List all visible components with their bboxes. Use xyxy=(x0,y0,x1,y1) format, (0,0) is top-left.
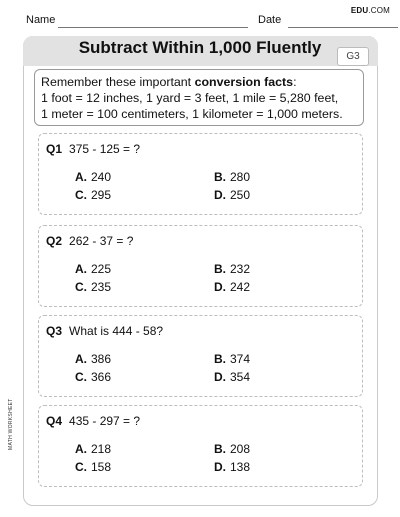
question-text: 375 - 125 = ? xyxy=(69,142,141,156)
option-c[interactable] xyxy=(75,370,111,384)
question-text: 262 - 37 = ? xyxy=(69,234,134,248)
option-letter: A. xyxy=(75,170,87,184)
brand-com: .COM xyxy=(368,6,390,15)
option-c[interactable] xyxy=(75,280,111,294)
option-letter: B. xyxy=(214,442,226,456)
option-d[interactable] xyxy=(214,370,250,384)
question-card-2 xyxy=(38,225,363,307)
facts-line-3: 1 meter = 100 centimeters, 1 kilometer = 1,000 meters. xyxy=(41,107,343,121)
date-label: Date xyxy=(258,14,282,26)
option-d[interactable] xyxy=(214,280,250,294)
option-value: 208 xyxy=(230,442,251,456)
option-d[interactable] xyxy=(214,188,250,202)
question-card-1 xyxy=(38,133,363,215)
option-letter: A. xyxy=(75,352,87,366)
grade-badge: G3 xyxy=(337,47,369,66)
name-label: Name xyxy=(26,14,56,26)
option-value: 235 xyxy=(91,280,112,294)
facts-lead: Remember these important xyxy=(41,75,195,89)
option-letter: D. xyxy=(214,188,226,202)
question-text: What is 444 - 58? xyxy=(69,324,164,338)
option-value: 225 xyxy=(91,262,112,276)
option-letter: D. xyxy=(214,280,226,294)
option-letter: D. xyxy=(214,460,226,474)
option-letter: C. xyxy=(75,188,87,202)
option-a[interactable] xyxy=(75,442,111,456)
option-value: 242 xyxy=(230,280,251,294)
option-letter: B. xyxy=(214,352,226,366)
name-line[interactable] xyxy=(58,27,248,28)
option-letter: C. xyxy=(75,370,87,384)
question-text: 435 - 297 = ? xyxy=(69,414,141,428)
option-value: 250 xyxy=(230,188,251,202)
question-header xyxy=(46,234,133,248)
option-letter: C. xyxy=(75,280,87,294)
question-card-3 xyxy=(38,315,363,397)
option-value: 240 xyxy=(91,170,112,184)
conversion-facts-box xyxy=(34,69,364,126)
option-b[interactable] xyxy=(214,262,250,276)
option-value: 366 xyxy=(91,370,112,384)
option-b[interactable] xyxy=(214,352,250,366)
question-card-4 xyxy=(38,405,363,487)
option-value: 138 xyxy=(230,460,251,474)
question-header xyxy=(46,324,163,338)
option-letter: D. xyxy=(214,370,226,384)
option-value: 218 xyxy=(91,442,112,456)
date-line[interactable] xyxy=(288,27,398,28)
option-a[interactable] xyxy=(75,262,111,276)
option-letter: A. xyxy=(75,442,87,456)
option-value: 232 xyxy=(230,262,251,276)
option-value: 354 xyxy=(230,370,251,384)
option-letter: C. xyxy=(75,460,87,474)
question-number: Q4 xyxy=(46,414,63,428)
option-b[interactable] xyxy=(214,442,250,456)
option-letter: B. xyxy=(214,262,226,276)
option-value: 295 xyxy=(91,188,112,202)
facts-bold: conversion facts xyxy=(194,75,294,89)
facts-colon: : xyxy=(293,75,297,89)
option-letter: B. xyxy=(214,170,226,184)
question-header xyxy=(46,142,140,156)
question-header xyxy=(46,414,140,428)
option-d[interactable] xyxy=(214,460,250,474)
option-value: 280 xyxy=(230,170,251,184)
option-letter: A. xyxy=(75,262,87,276)
option-value: 374 xyxy=(230,352,251,366)
option-c[interactable] xyxy=(75,188,111,202)
option-value: 386 xyxy=(91,352,112,366)
page-title: Subtract Within 1,000 Fluently xyxy=(78,38,322,57)
facts-line-1 xyxy=(41,74,357,90)
option-b[interactable] xyxy=(214,170,250,184)
question-number: Q3 xyxy=(46,324,63,338)
option-a[interactable] xyxy=(75,352,111,366)
brand-logo xyxy=(351,6,390,15)
option-a[interactable] xyxy=(75,170,111,184)
side-label: MATH WORKSHEET xyxy=(8,398,14,450)
question-number: Q1 xyxy=(46,142,63,156)
facts-line-2: 1 foot = 12 inches, 1 yard = 3 feet, 1 mile = 5,280 feet, xyxy=(41,91,339,105)
question-number: Q2 xyxy=(46,234,63,248)
option-c[interactable] xyxy=(75,460,111,474)
option-value: 158 xyxy=(91,460,112,474)
brand-edu: EDU xyxy=(350,6,369,15)
